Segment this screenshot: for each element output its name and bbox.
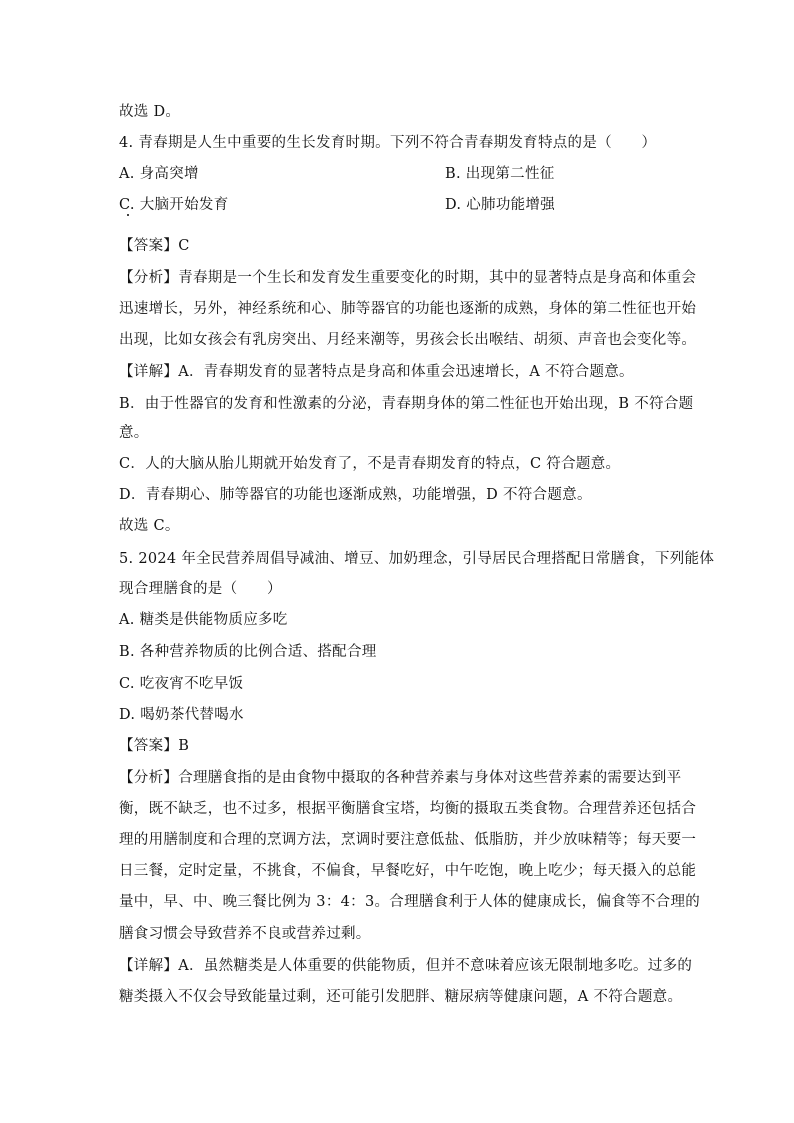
analysis-line: 理的用膳制度和合理的烹调方法，烹调时要注意低盐、低脂肪，并少放味精等；每天要一 <box>119 832 697 848</box>
option-d: D. 喝奶茶代替喝水 <box>119 707 244 723</box>
analysis-line: 量中，早、中、晚三餐比例为 3：4：3。合理膳食利于人体的健康成长，偏食等不合理的 <box>119 894 701 910</box>
question-5-stem: 5. 2024 年全民营养周倡导减油、增豆、加奶理念，引导居民合理搭配日常膳食，下列能体 <box>119 551 715 567</box>
analysis-line: 膳食习惯会导致营养不良或营养过剩。 <box>119 926 371 942</box>
detail-line: 【详解】A．青春期发育的显著特点是身高和体重会迅速增长，A 不符合题意。 <box>119 364 634 380</box>
stray-mark <box>127 214 129 216</box>
option-b: B. 出现第二性征 <box>445 166 555 182</box>
option-c: C. 吃夜宵不吃早饭 <box>119 676 244 692</box>
detail-line: B．由于性器官的发育和性激素的分泌，青春期身体的第二性征也开始出现，B 不符合题 <box>119 396 694 412</box>
option-a: A. 身高突增 <box>119 166 199 182</box>
conclusion-line: 故选 C。 <box>119 518 180 534</box>
analysis-line: 出现，比如女孩会有乳房突出、月经来潮等，男孩会长出喉结、胡须、声音也会变化等。 <box>119 332 697 348</box>
option-c: C. 大脑开始发育 <box>119 197 229 213</box>
option-a: A. 糖类是供能物质应多吃 <box>119 612 288 628</box>
option-b: B. 各种营养物质的比例合适、搭配合理 <box>119 644 377 660</box>
analysis-line: 迅速增长，另外，神经系统和心、肺等器官的功能也逐渐的成熟，身体的第二性征也开始 <box>119 301 697 317</box>
analysis-line: 衡，既不缺乏，也不过多，根据平衡膳食宝塔，均衡的摄取五类食物。合理营养还包括合 <box>119 801 697 817</box>
analysis-line: 【分析】青春期是一个生长和发育发生重要变化的时期，其中的显著特点是身高和体重会 <box>119 270 697 286</box>
detail-line: 糖类摄入不仅会导致能量过剩，还可能引发肥胖、糖尿病等健康问题，A 不符合题意。 <box>119 989 683 1005</box>
detail-line: C．人的大脑从胎儿期就开始发育了，不是青春期发育的特点，C 符合题意。 <box>119 456 621 472</box>
detail-line: 意。 <box>119 425 149 441</box>
question-4-stem: 4. 青春期是人生中重要的生长发育时期。下列不符合青春期发育特点的是（ ） <box>119 135 657 151</box>
answer-line: 【答案】B <box>119 738 190 754</box>
answer-line: 【答案】C <box>119 238 190 254</box>
detail-line: 【详解】A．虽然糖类是人体重要的供能物质，但并不意味着应该无限制地多吃。过多的 <box>119 958 693 974</box>
option-d: D. 心肺功能增强 <box>445 197 556 213</box>
text-line: 故选 D。 <box>119 104 181 120</box>
analysis-line: 【分析】合理膳食指的是由食物中摄取的各种营养素与身体对这些营养素的需要达到平 <box>119 770 682 786</box>
detail-line: D．青春期心、肺等器官的功能也逐渐成熟，功能增强，D 不符合题意。 <box>119 487 592 503</box>
question-5-stem: 现合理膳食的是（ ） <box>119 581 282 597</box>
analysis-line: 日三餐，定时定量，不挑食，不偏食，早餐吃好，中午吃饱，晚上吃少；每天摄入的总能 <box>119 863 697 879</box>
